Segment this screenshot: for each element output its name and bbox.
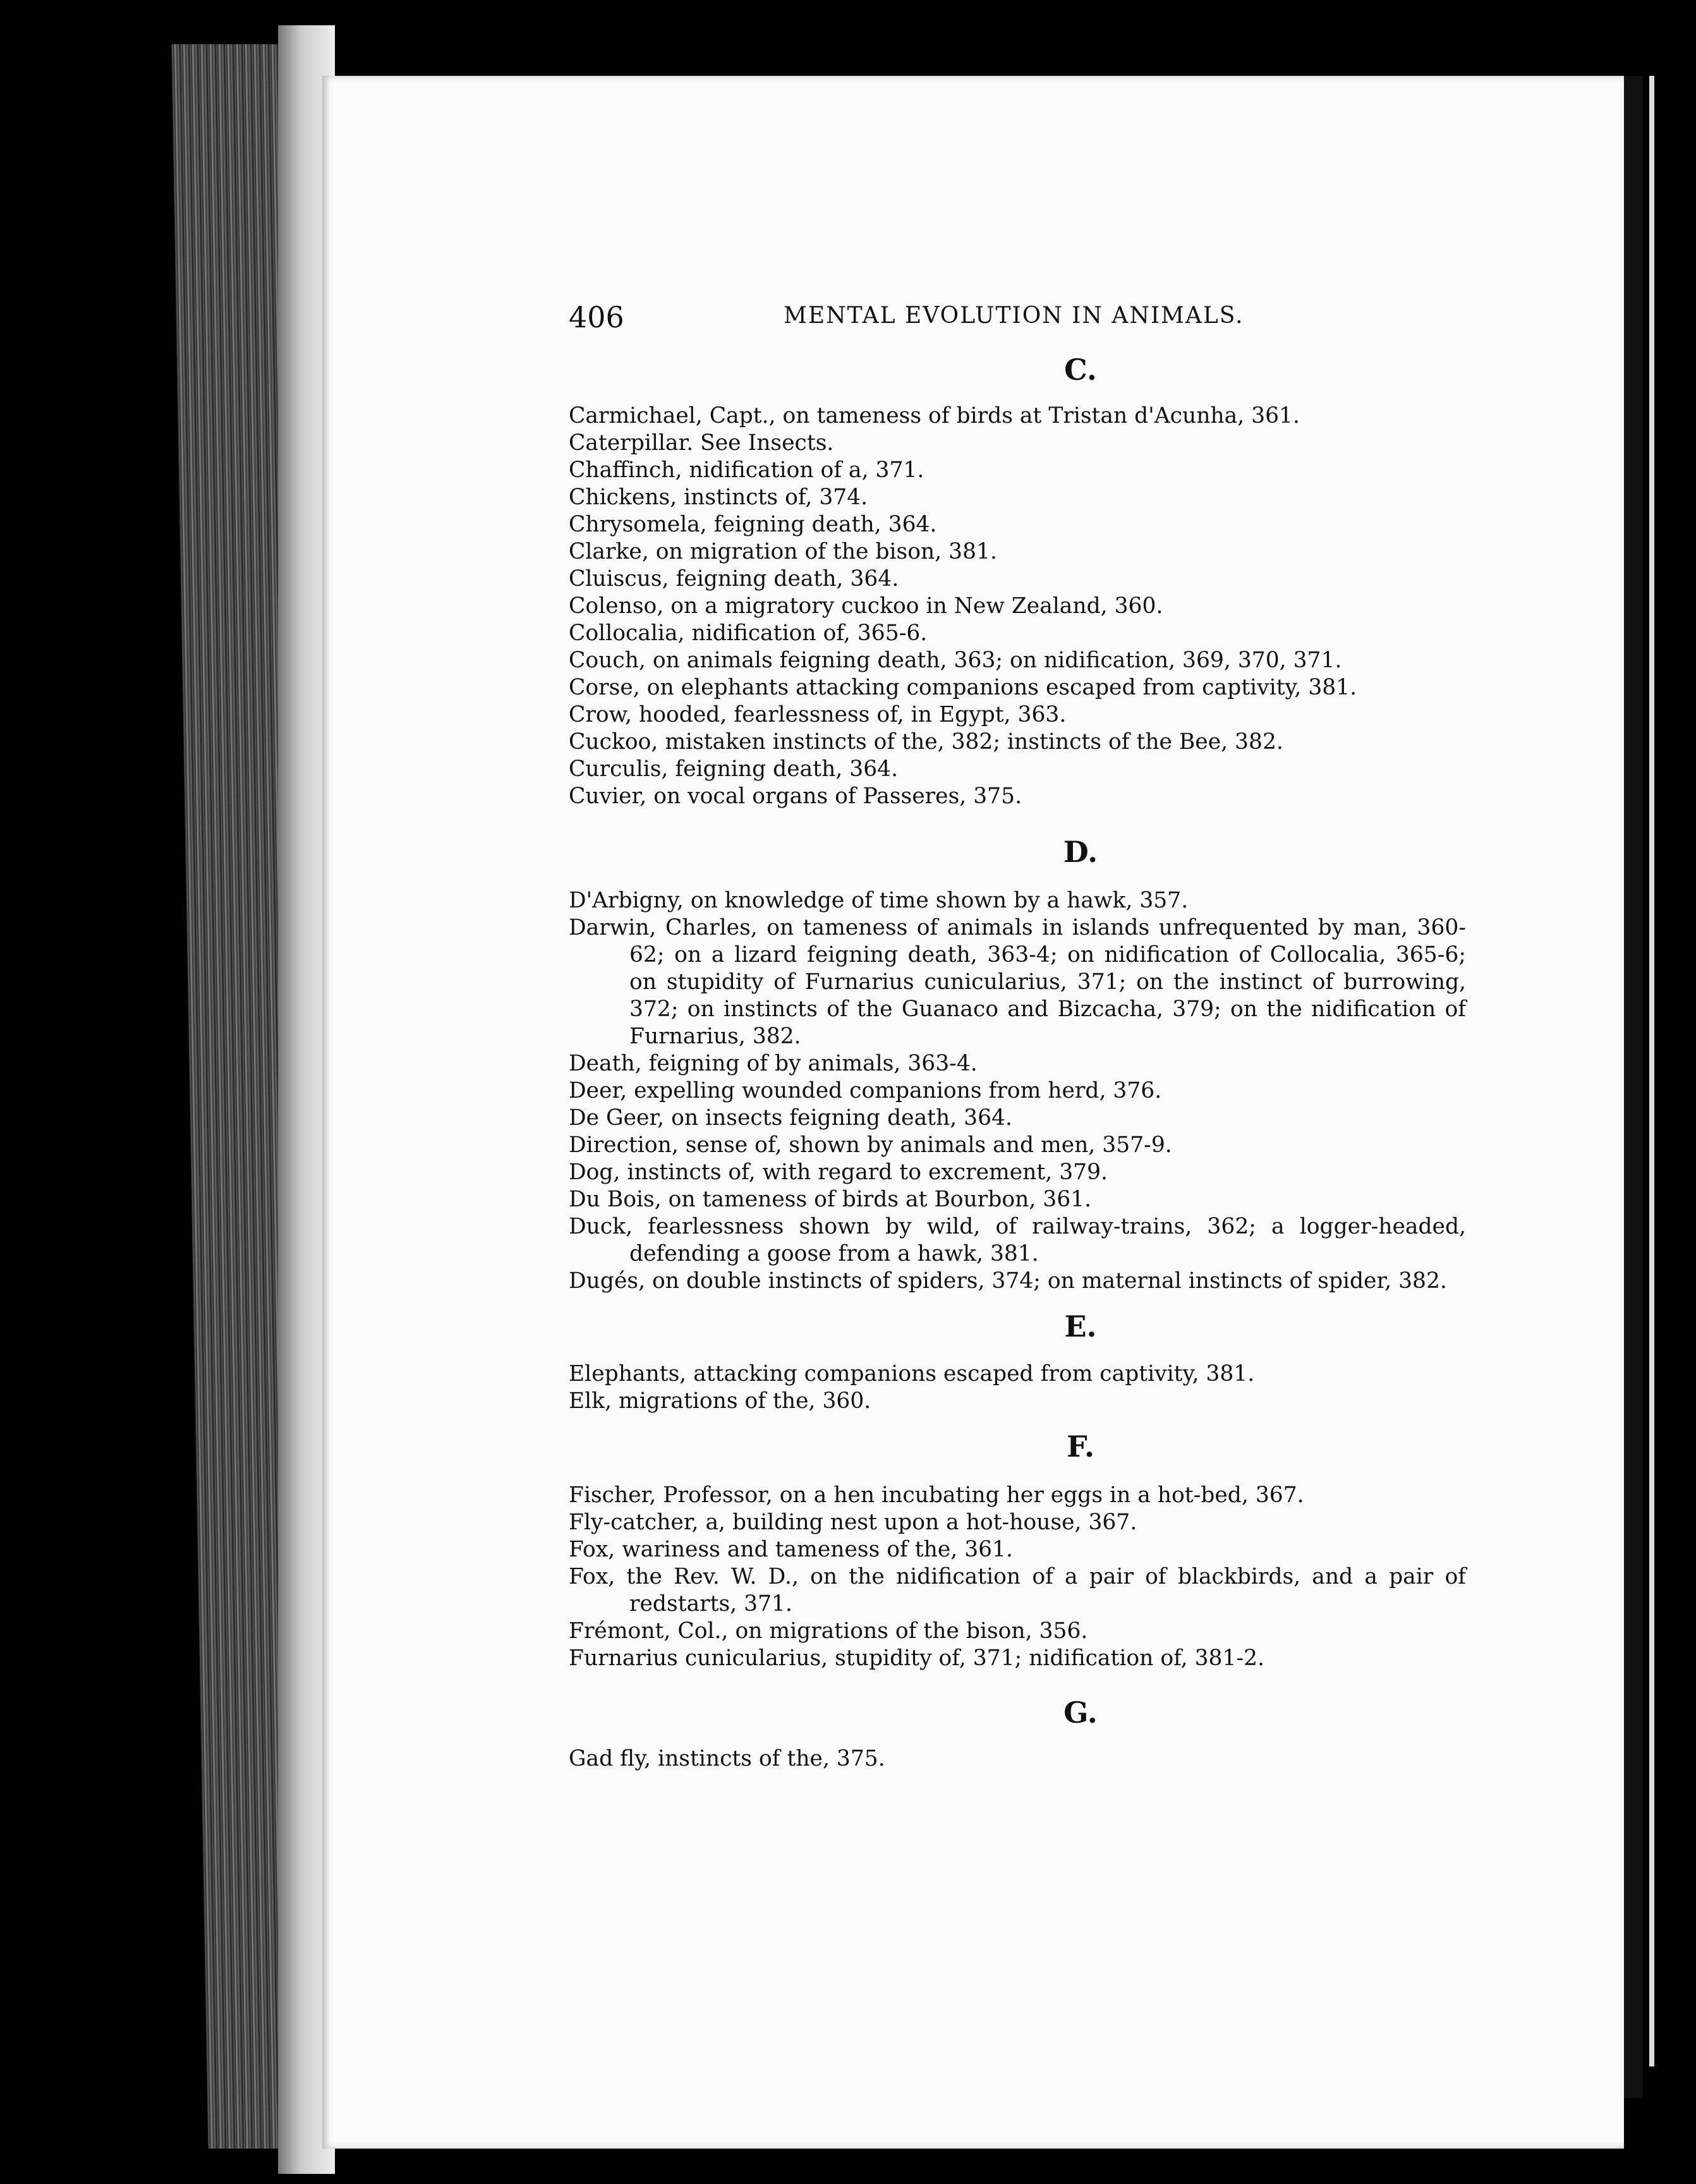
index-sections xyxy=(569,351,1466,1773)
entry-list xyxy=(569,403,1466,810)
index-entry: Clarke, on migration of the bison, 381. xyxy=(569,539,997,564)
index-section xyxy=(569,1694,1466,1773)
entry-list xyxy=(569,1361,1466,1415)
section-letter: E. xyxy=(1064,1309,1097,1344)
index-entry: Crow, hooded, fearlessness of, in Egypt, 363. xyxy=(569,702,1067,727)
index-section xyxy=(569,351,1466,810)
index-entry: Fischer, Professor, on a hen incubating her eggs in a hot-bed, 367. xyxy=(569,1483,1304,1508)
index-entry: Fly-catcher, a, building nest upon a hot-house, 367. xyxy=(569,1510,1137,1535)
index-entry: Dugés, on double instincts of spiders, 374; on maternal instincts of spider, 382. xyxy=(569,1268,1447,1294)
index-entry: Chaffinch, nidification of a, 371. xyxy=(569,458,924,483)
index-entry: Carmichael, Capt., on tameness of birds at Tristan d'Acunha, 361. xyxy=(569,403,1300,428)
index-entry: Fox, wariness and tameness of the, 361. xyxy=(569,1537,1014,1562)
index-entry: Couch, on animals feigning death, 363; on nidification, 369, 370, 371. xyxy=(569,648,1342,673)
index-entry: Cluiscus, feigning death, 364. xyxy=(569,566,899,592)
index-entry: Fox, the Rev. W. D., on the nidification of a pair of blackbirds, and a pair of redstarts, 371. xyxy=(569,1564,1466,1617)
index-section xyxy=(569,1428,1466,1672)
entry-list xyxy=(569,1482,1466,1672)
entry-list xyxy=(569,1745,1466,1773)
section-letter: D. xyxy=(1063,835,1098,869)
index-entry: Collocalia, nidification of, 365-6. xyxy=(569,621,928,646)
facing-page-edge xyxy=(1649,76,1654,2066)
index-entry: Corse, on elephants attacking companions escaped from captivity, 381. xyxy=(569,675,1357,700)
index-entry: Colenso, on a migratory cuckoo in New Zealand, 360. xyxy=(569,593,1163,619)
index-entry: Cuvier, on vocal organs of Passeres, 375. xyxy=(569,784,1022,809)
index-entry: Elk, migrations of the, 360. xyxy=(569,1388,871,1414)
index-entry: Gad fly, instincts of the, 375. xyxy=(569,1746,885,1771)
section-letter: G. xyxy=(1063,1696,1098,1730)
index-content xyxy=(569,300,1466,1773)
index-entry: Chickens, instincts of, 374. xyxy=(569,485,868,510)
facing-page-gutter xyxy=(1624,76,1643,2098)
index-entry: D'Arbigny, on knowledge of time shown by a hawk, 357. xyxy=(569,888,1189,913)
entry-list xyxy=(569,887,1466,1295)
book-page xyxy=(322,76,1624,2149)
index-entry: Deer, expelling wounded companions from herd, 376. xyxy=(569,1078,1162,1103)
index-entry: Chrysomela, feigning death, 364. xyxy=(569,512,937,537)
index-entry: Direction, sense of, shown by animals and men, 357-9. xyxy=(569,1132,1172,1158)
index-entry: Du Bois, on tameness of birds at Bourbon, 361. xyxy=(569,1187,1092,1212)
running-title: MENTAL EVOLUTION IN ANIMALS. xyxy=(784,303,1244,329)
index-entry: Elephants, attacking companions escaped from captivity, 381. xyxy=(569,1361,1255,1386)
index-entry: Caterpillar. See Insects. xyxy=(569,430,834,456)
page-number: 406 xyxy=(569,300,624,334)
section-letter: C. xyxy=(1064,353,1097,387)
index-entry: Darwin, Charles, on tameness of animals in islands unfrequented by man, 360-62; on a lizard feigning death, 363-4; on nidification of Collocalia, 365-6; on stupidity of Furnarius cunicularius, 371; on the instinct of burrowing, 372; on instincts of the Guanaco and Bizcacha, 379; on the nidification of Furnarius, 382. xyxy=(569,915,1466,1049)
index-entry: Cuckoo, mistaken instincts of the, 382; instincts of the Bee, 382. xyxy=(569,729,1283,755)
running-header xyxy=(569,300,1466,338)
index-section xyxy=(569,1307,1466,1415)
index-entry: Death, feigning of by animals, 363-4. xyxy=(569,1051,978,1076)
index-entry: Frémont, Col., on migrations of the bison, 356. xyxy=(569,1618,1088,1644)
index-entry: Duck, fearlessness shown by wild, of railway-trains, 362; a logger-headed, defending a goose from a hawk, 381. xyxy=(569,1214,1466,1266)
section-letter: F. xyxy=(1066,1429,1095,1464)
index-entry: Curculis, feigning death, 364. xyxy=(569,756,899,782)
index-entry: Furnarius cunicularius, stupidity of, 371; nidification of, 381-2. xyxy=(569,1646,1265,1671)
index-section xyxy=(569,833,1466,1295)
index-entry: Dog, instincts of, with regard to excrement, 379. xyxy=(569,1160,1108,1185)
index-entry: De Geer, on insects feigning death, 364. xyxy=(569,1105,1012,1131)
